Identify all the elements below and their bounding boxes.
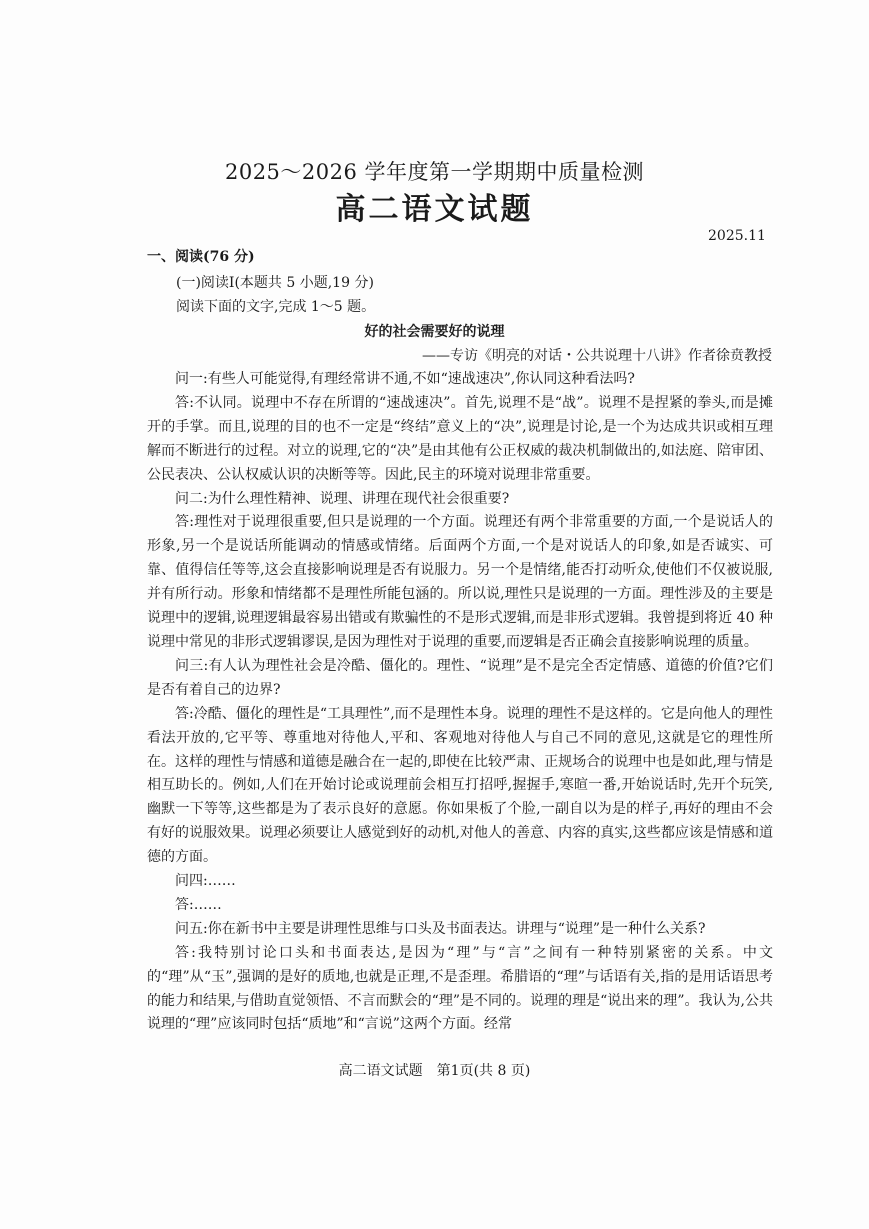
paragraph-answer-5: 答:我特别讨论口头和书面表达,是因为“理”与“言”之间有一种特别紧密的关系。中文的“理”从“玉”,强调的是好的质地,也就是正理,不是歪理。希腊语的“理”与话语有关,指的是用话语思考的能力和结果,与借助直觉领悟、不言而默会的“理”是不同的。说理的理是“说出来的理”。我认为,公共说理的“理”应该同时包括“质地”和“言说”这两个方面。经常 xyxy=(147,944,773,1033)
exam-main-title: 2025～2026 学年度第一学期期中质量检测 xyxy=(224,160,645,184)
paragraph-question-3: 问三:有人认为理性社会是冷酷、僵化的。理性、“说理”是不是完全否定情感、道德的价值?它们是否有着自己的边界? xyxy=(147,657,773,698)
exam-subject-title: 高二语文试题 xyxy=(335,192,534,227)
exam-date: 2025.11 xyxy=(708,228,766,244)
reading-instruction: 阅读下面的文字,完成 1～5 题。 xyxy=(176,299,376,315)
page-footer: 高二语文试题 第1页(共 8 页) xyxy=(338,1063,531,1079)
paragraph-question-5: 问五:你在新书中主要是讲理性思维与口头及书面表达。讲理与“说理”是一种什么关系? xyxy=(175,920,706,937)
article-body xyxy=(147,368,773,1037)
paragraph-answer-4: 答:…… xyxy=(175,896,222,913)
paragraph-question-2: 问二:为什么理性精神、说理、讲理在现代社会很重要? xyxy=(175,490,510,507)
paragraph-question-4: 问四:…… xyxy=(175,873,236,890)
paragraph-answer-1: 答:不认同。说理中不存在所谓的“速战速决”。首先,说理不是“战”。说理不是捏紧的拳头,而是摊开的手掌。而且,说理的目的也不一定是“终结”意义上的“决”,说理是讨论,是一个为达成共识或相互理解而不断进行的过程。对立的说理,它的“决”是由其他有公正权威的裁决机制做出的,如法庭、陪审团、公民表决、公认权威认识的决断等等。因此,民主的环境对说理非常重要。 xyxy=(147,394,773,483)
paragraph-answer-3: 答:冷酷、僵化的理性是“工具理性”,而不是理性本身。说理的理性不是这样的。它是向他人的理性看法开放的,它平等、尊重地对待他人,平和、客观地对待他人与自己不同的意见,这就是它的理性所在。这样的理性与情感和道德是融合在一起的,即使在比较严肃、正规场合的说理中也是如此,理与情是相互助长的。例如,人们在开始讨论或说理前会相互打招呼,握握手,寒暄一番,开始说话时,先开个玩笑,幽默一下等等,这些都是为了表示良好的意愿。你如果板了个脸,一副自以为是的样子,再好的理由不会有好的说服效果。说理必须要让人感觉到好的动机,对他人的善意、内容的真实,这些都应该是情感和道德的方面。 xyxy=(147,705,773,866)
paragraph-question-1: 问一:有些人可能觉得,有理经常讲不通,不如“速战速决”,你认同这种看法吗? xyxy=(175,371,635,387)
section-heading: 一、阅读(76 分) xyxy=(147,249,255,265)
subsection-heading: (一)阅读Ⅰ(本题共 5 小题,19 分) xyxy=(176,275,374,291)
paragraph-answer-2: 答:理性对于说理很重要,但只是说理的一个方面。说理还有两个非常重要的方面,一个是说话人的形象,另一个是说话所能调动的情感或情绪。后面两个方面,一个是对说话人的印象,如是否诚实、可靠、值得信任等等,这会直接影响说理是否有说服力。另一个是情绪,能否打动听众,使他们不仅被说服,并有所行动。形象和情绪都不是理性所能包涵的。所以说,理性只是说理的一方面。理性涉及的主要是说理中的逻辑,说理逻辑最容易出错或有欺骗性的不是形式逻辑,而是非形式逻辑。我曾提到将近 40 种说理中常见的非形式逻辑谬误,是因为理性对于说理的重要,而逻辑是否正确会直接影响说理的质量。 xyxy=(147,514,773,650)
article-byline: ——专访《明亮的对话・公共说理十八讲》作者徐贲教授 xyxy=(422,348,772,364)
article-title: 好的社会需要好的说理 xyxy=(364,324,505,340)
